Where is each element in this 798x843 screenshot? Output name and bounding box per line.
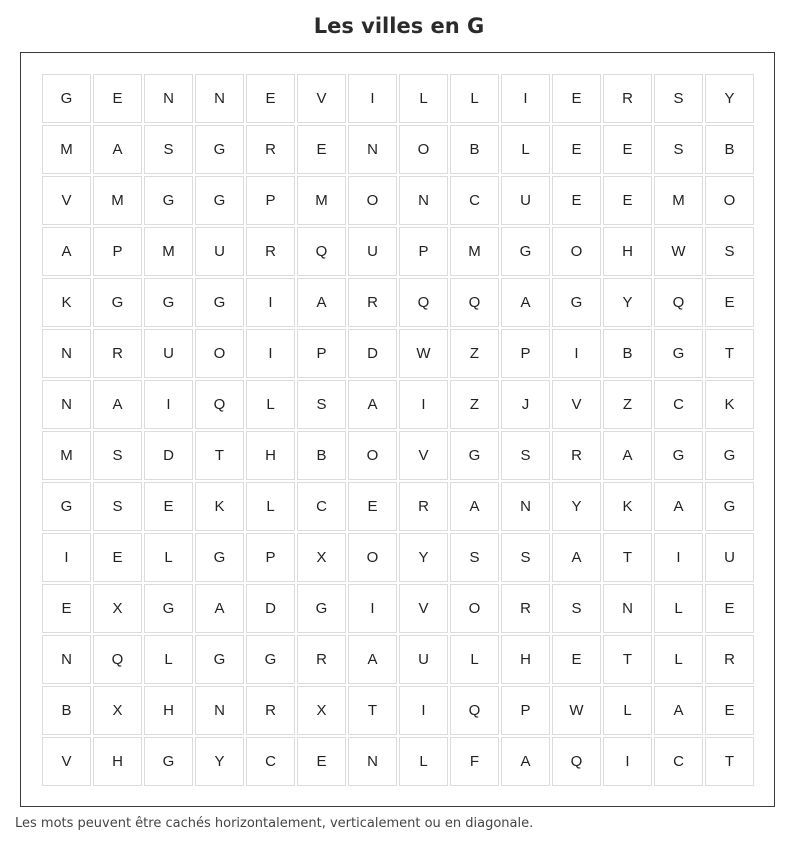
letter-cell[interactable]: B: [297, 431, 346, 480]
letter-cell[interactable]: U: [195, 227, 244, 276]
letter-cell[interactable]: G: [195, 125, 244, 174]
letter-cell[interactable]: E: [348, 482, 397, 531]
letter-cell[interactable]: S: [144, 125, 193, 174]
letter-cell[interactable]: G: [501, 227, 550, 276]
letter-cell[interactable]: I: [552, 329, 601, 378]
letter-cell[interactable]: O: [450, 584, 499, 633]
letter-cell[interactable]: T: [348, 686, 397, 735]
letter-cell[interactable]: L: [246, 380, 295, 429]
letter-cell[interactable]: Y: [705, 74, 754, 123]
letter-cell[interactable]: P: [501, 329, 550, 378]
letter-cell[interactable]: S: [93, 482, 142, 531]
letter-cell[interactable]: A: [42, 227, 91, 276]
letter-cell[interactable]: Y: [399, 533, 448, 582]
letter-cell[interactable]: A: [297, 278, 346, 327]
letter-cell[interactable]: N: [348, 737, 397, 786]
letter-cell[interactable]: O: [399, 125, 448, 174]
letter-cell[interactable]: Z: [603, 380, 652, 429]
letter-cell[interactable]: O: [348, 431, 397, 480]
letter-cell[interactable]: Q: [399, 278, 448, 327]
letter-cell[interactable]: G: [42, 482, 91, 531]
letter-cell[interactable]: L: [450, 635, 499, 684]
letter-cell[interactable]: N: [399, 176, 448, 225]
letter-cell[interactable]: G: [144, 176, 193, 225]
letter-cell[interactable]: U: [501, 176, 550, 225]
letter-cell[interactable]: S: [297, 380, 346, 429]
letter-cell[interactable]: N: [42, 635, 91, 684]
letter-cell[interactable]: V: [42, 737, 91, 786]
letter-cell[interactable]: Q: [297, 227, 346, 276]
letter-cell[interactable]: B: [450, 125, 499, 174]
letter-cell[interactable]: D: [144, 431, 193, 480]
letter-cell[interactable]: X: [297, 533, 346, 582]
letter-cell[interactable]: O: [348, 533, 397, 582]
letter-cell[interactable]: O: [195, 329, 244, 378]
letter-cell[interactable]: I: [348, 74, 397, 123]
letter-cell[interactable]: L: [501, 125, 550, 174]
letter-cell[interactable]: R: [246, 227, 295, 276]
letter-cell[interactable]: C: [297, 482, 346, 531]
letter-cell[interactable]: L: [654, 584, 703, 633]
letter-cell[interactable]: N: [348, 125, 397, 174]
letter-cell[interactable]: P: [246, 176, 295, 225]
letter-cell[interactable]: K: [195, 482, 244, 531]
letter-cell[interactable]: I: [501, 74, 550, 123]
letter-cell[interactable]: R: [552, 431, 601, 480]
letter-cell[interactable]: Q: [450, 686, 499, 735]
letter-cell[interactable]: E: [705, 278, 754, 327]
letter-cell[interactable]: M: [297, 176, 346, 225]
instructions-text: Les mots peuvent être cachés horizontalement, verticalement ou en diagonale.: [15, 816, 534, 831]
letter-cell[interactable]: E: [93, 533, 142, 582]
letter-cell[interactable]: D: [348, 329, 397, 378]
letter-cell[interactable]: O: [552, 227, 601, 276]
letter-cell[interactable]: W: [552, 686, 601, 735]
letter-cell[interactable]: M: [42, 125, 91, 174]
letter-cell[interactable]: G: [654, 431, 703, 480]
letter-cell[interactable]: H: [246, 431, 295, 480]
letter-cell[interactable]: E: [144, 482, 193, 531]
letter-cell[interactable]: L: [399, 74, 448, 123]
letter-cell[interactable]: E: [297, 737, 346, 786]
word-search-board: [20, 52, 775, 807]
letter-cell[interactable]: R: [297, 635, 346, 684]
letter-cell[interactable]: N: [603, 584, 652, 633]
letter-cell[interactable]: A: [501, 278, 550, 327]
letter-cell[interactable]: V: [399, 584, 448, 633]
letter-cell[interactable]: C: [450, 176, 499, 225]
letter-cell[interactable]: V: [552, 380, 601, 429]
letter-cell[interactable]: R: [399, 482, 448, 531]
letter-cell[interactable]: G: [42, 74, 91, 123]
letter-cell[interactable]: E: [552, 635, 601, 684]
letter-cell[interactable]: Z: [450, 329, 499, 378]
letter-cell[interactable]: G: [195, 533, 244, 582]
letter-cell[interactable]: J: [501, 380, 550, 429]
letter-cell[interactable]: R: [246, 686, 295, 735]
letter-cell[interactable]: A: [348, 635, 397, 684]
letter-cell[interactable]: A: [654, 686, 703, 735]
letter-cell[interactable]: V: [297, 74, 346, 123]
letter-cell[interactable]: Y: [195, 737, 244, 786]
letter-cell[interactable]: T: [603, 635, 652, 684]
letter-cell[interactable]: M: [450, 227, 499, 276]
letter-cell[interactable]: I: [246, 278, 295, 327]
letter-cell[interactable]: I: [42, 533, 91, 582]
letter-cell[interactable]: G: [144, 584, 193, 633]
letter-cell[interactable]: Q: [654, 278, 703, 327]
letter-cell[interactable]: I: [246, 329, 295, 378]
letter-cell[interactable]: H: [144, 686, 193, 735]
letter-cell[interactable]: T: [705, 737, 754, 786]
letter-cell[interactable]: O: [348, 176, 397, 225]
letter-cell[interactable]: M: [42, 431, 91, 480]
letter-cell[interactable]: E: [603, 176, 652, 225]
letter-cell[interactable]: G: [93, 278, 142, 327]
letter-cell[interactable]: R: [246, 125, 295, 174]
letter-cell[interactable]: U: [348, 227, 397, 276]
letter-cell[interactable]: T: [603, 533, 652, 582]
letter-cell[interactable]: B: [603, 329, 652, 378]
letter-cell[interactable]: E: [246, 74, 295, 123]
letter-cell[interactable]: P: [93, 227, 142, 276]
letter-cell[interactable]: E: [705, 584, 754, 633]
letter-cell[interactable]: K: [603, 482, 652, 531]
letter-cell[interactable]: N: [42, 329, 91, 378]
letter-cell[interactable]: E: [93, 74, 142, 123]
letter-cell[interactable]: R: [705, 635, 754, 684]
letter-cell[interactable]: S: [654, 125, 703, 174]
letter-cell[interactable]: G: [297, 584, 346, 633]
letter-cell[interactable]: I: [348, 584, 397, 633]
letter-cell[interactable]: A: [603, 431, 652, 480]
letter-cell[interactable]: N: [42, 380, 91, 429]
letter-cell[interactable]: V: [399, 431, 448, 480]
letter-cell[interactable]: L: [603, 686, 652, 735]
letter-cell[interactable]: A: [195, 584, 244, 633]
letter-cell[interactable]: P: [501, 686, 550, 735]
letter-cell[interactable]: Q: [195, 380, 244, 429]
letter-cell[interactable]: N: [144, 74, 193, 123]
letter-cell[interactable]: H: [603, 227, 652, 276]
letter-cell[interactable]: B: [42, 686, 91, 735]
letter-cell[interactable]: T: [195, 431, 244, 480]
letter-cell[interactable]: G: [552, 278, 601, 327]
letter-cell[interactable]: W: [654, 227, 703, 276]
letter-cell[interactable]: I: [399, 380, 448, 429]
letter-cell[interactable]: P: [399, 227, 448, 276]
letter-cell[interactable]: S: [501, 431, 550, 480]
letter-cell[interactable]: O: [705, 176, 754, 225]
letter-cell[interactable]: V: [42, 176, 91, 225]
letter-cell[interactable]: U: [144, 329, 193, 378]
letter-cell[interactable]: A: [501, 737, 550, 786]
letter-cell[interactable]: G: [195, 635, 244, 684]
letter-cell[interactable]: G: [705, 431, 754, 480]
letter-cell[interactable]: I: [654, 533, 703, 582]
letter-cell[interactable]: X: [93, 686, 142, 735]
letter-cell[interactable]: T: [705, 329, 754, 378]
letter-cell[interactable]: G: [246, 635, 295, 684]
letter-cell[interactable]: Q: [552, 737, 601, 786]
letter-cell[interactable]: Y: [603, 278, 652, 327]
letter-cell[interactable]: E: [705, 686, 754, 735]
letter-cell[interactable]: S: [501, 533, 550, 582]
letter-cell[interactable]: L: [654, 635, 703, 684]
letter-cell[interactable]: S: [654, 74, 703, 123]
letter-cell[interactable]: G: [705, 482, 754, 531]
letter-cell[interactable]: F: [450, 737, 499, 786]
letter-cell[interactable]: U: [705, 533, 754, 582]
letter-cell[interactable]: A: [450, 482, 499, 531]
letter-cell[interactable]: Y: [552, 482, 601, 531]
letter-cell[interactable]: G: [450, 431, 499, 480]
letter-cell[interactable]: M: [654, 176, 703, 225]
letter-cell[interactable]: K: [705, 380, 754, 429]
letter-cell[interactable]: I: [603, 737, 652, 786]
letter-grid: [42, 74, 754, 786]
letter-cell[interactable]: E: [42, 584, 91, 633]
letter-cell[interactable]: G: [195, 278, 244, 327]
letter-cell[interactable]: A: [93, 125, 142, 174]
letter-cell[interactable]: Z: [450, 380, 499, 429]
letter-cell[interactable]: I: [399, 686, 448, 735]
letter-cell[interactable]: S: [93, 431, 142, 480]
letter-cell[interactable]: I: [144, 380, 193, 429]
letter-cell[interactable]: E: [552, 74, 601, 123]
letter-cell[interactable]: G: [144, 278, 193, 327]
letter-cell[interactable]: X: [297, 686, 346, 735]
puzzle-title: Les villes en G: [313, 14, 485, 38]
letter-cell[interactable]: E: [552, 125, 601, 174]
letter-cell[interactable]: G: [144, 737, 193, 786]
letter-cell[interactable]: W: [399, 329, 448, 378]
letter-cell[interactable]: A: [654, 482, 703, 531]
letter-cell[interactable]: D: [246, 584, 295, 633]
letter-cell[interactable]: C: [654, 380, 703, 429]
letter-cell[interactable]: L: [399, 737, 448, 786]
letter-cell[interactable]: E: [297, 125, 346, 174]
letter-cell[interactable]: U: [399, 635, 448, 684]
letter-cell[interactable]: E: [603, 125, 652, 174]
letter-cell[interactable]: G: [195, 176, 244, 225]
letter-cell[interactable]: A: [348, 380, 397, 429]
letter-cell[interactable]: M: [93, 176, 142, 225]
letter-cell[interactable]: H: [93, 737, 142, 786]
letter-cell[interactable]: C: [246, 737, 295, 786]
letter-cell[interactable]: K: [42, 278, 91, 327]
letter-cell[interactable]: N: [501, 482, 550, 531]
letter-cell[interactable]: L: [450, 74, 499, 123]
letter-cell[interactable]: L: [144, 533, 193, 582]
letter-cell[interactable]: X: [93, 584, 142, 633]
letter-cell[interactable]: S: [450, 533, 499, 582]
letter-cell[interactable]: M: [144, 227, 193, 276]
letter-cell[interactable]: P: [246, 533, 295, 582]
letter-cell[interactable]: R: [93, 329, 142, 378]
letter-cell[interactable]: N: [195, 686, 244, 735]
letter-cell[interactable]: Q: [450, 278, 499, 327]
letter-cell[interactable]: G: [654, 329, 703, 378]
letter-cell[interactable]: A: [552, 533, 601, 582]
letter-cell[interactable]: H: [501, 635, 550, 684]
letter-cell[interactable]: L: [246, 482, 295, 531]
letter-cell[interactable]: N: [195, 74, 244, 123]
letter-cell[interactable]: E: [552, 176, 601, 225]
letter-cell[interactable]: A: [93, 380, 142, 429]
letter-cell[interactable]: R: [603, 74, 652, 123]
letter-cell[interactable]: L: [144, 635, 193, 684]
letter-cell[interactable]: S: [705, 227, 754, 276]
letter-cell[interactable]: B: [705, 125, 754, 174]
letter-cell[interactable]: P: [297, 329, 346, 378]
letter-cell[interactable]: C: [654, 737, 703, 786]
letter-cell[interactable]: R: [501, 584, 550, 633]
letter-cell[interactable]: R: [348, 278, 397, 327]
letter-cell[interactable]: Q: [93, 635, 142, 684]
letter-cell[interactable]: S: [552, 584, 601, 633]
